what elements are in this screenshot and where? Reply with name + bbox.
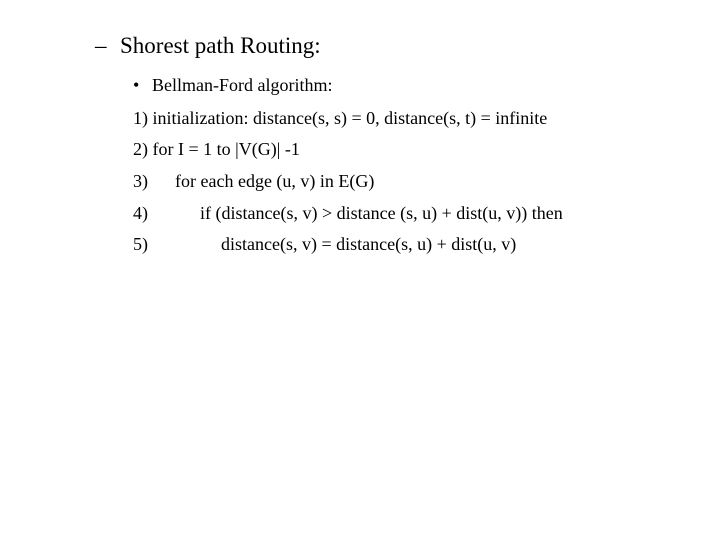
step-number: 2) <box>133 139 148 159</box>
step-text: distance(s, v) = distance(s, u) + dist(u, v) <box>221 234 517 254</box>
dash-marker: – <box>95 33 107 58</box>
bullet-item <box>133 75 332 96</box>
bullet-text: Bellman-Ford algorithm: <box>152 75 333 95</box>
step-line-2 <box>133 139 300 160</box>
slide: – Shorest path Routing: • Bellman-Ford algorithm: 1) initialization: distance(s, s) = 0, distance(s, t) = infinite 2) for I = 1 to |V(G)| -1 3) for each edge (u, v) in E(G) 4) if (distance(s, v) > distance (s, u) + dist(u, v)) then 5) distance(s, v) = distance(s, u) + dist(u, v) <box>95 33 563 254</box>
step-text: initialization: distance(s, s) = 0, distance(s, t) = infinite <box>152 108 548 128</box>
step-text: if (distance(s, v) > distance (s, u) + dist(u, v)) then <box>200 203 563 223</box>
step-text: for I = 1 to |V(G)| -1 <box>152 139 300 159</box>
step-number: 1) <box>133 108 148 128</box>
step-line-1 <box>133 108 547 129</box>
step-text: for each edge (u, v) in E(G) <box>175 171 375 191</box>
bullet-icon: • <box>133 75 140 95</box>
heading-text: Shorest path Routing: <box>120 33 321 58</box>
slide-heading <box>95 33 321 59</box>
